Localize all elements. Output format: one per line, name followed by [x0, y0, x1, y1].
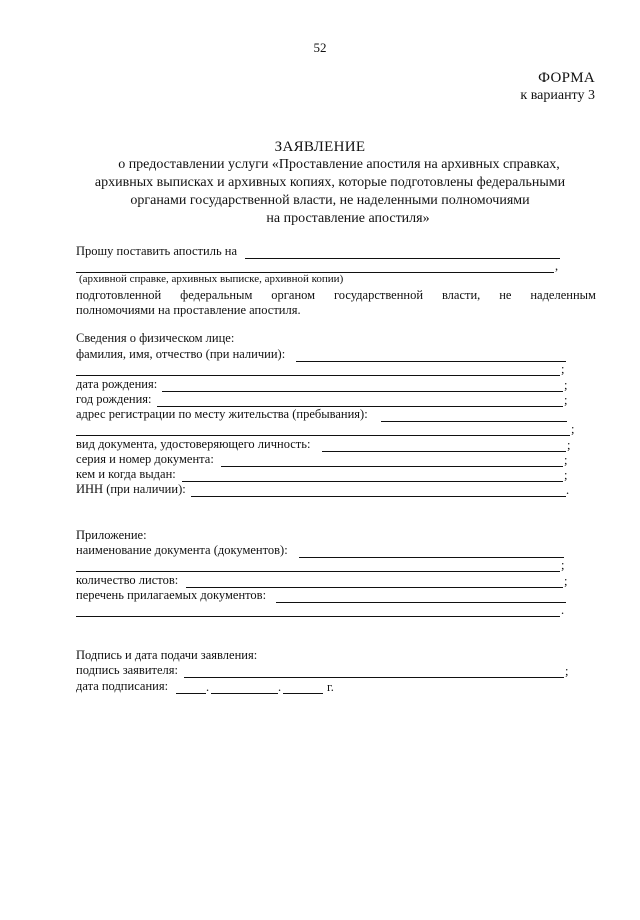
dot-mark: . — [566, 483, 570, 497]
doc-type-label: вид документа, удостоверяющего личность: — [76, 437, 311, 451]
attachment-heading: Приложение: — [76, 528, 147, 542]
sign-field[interactable] — [184, 677, 564, 678]
comma-mark: , — [555, 259, 559, 273]
title-line: архивных выписках и архивных копиях, которые подготовлены федеральными — [94, 175, 566, 190]
title-line: на проставление апостиля» — [266, 211, 430, 226]
semicolon-mark: ; — [564, 574, 568, 588]
semicolon-mark: ; — [561, 558, 565, 572]
semicolon-mark: ; — [561, 362, 565, 376]
sign-day-field[interactable] — [176, 693, 206, 694]
sheets-label: количество листов: — [76, 573, 179, 587]
sign-label: подпись заявителя: — [76, 663, 178, 677]
sign-year-field[interactable] — [283, 693, 323, 694]
year-suffix: г. — [327, 680, 334, 694]
semicolon-mark: ; — [564, 393, 568, 407]
signature-heading: Подпись и дата подачи заявления: — [76, 648, 258, 662]
doc-names-field-line-2[interactable] — [76, 571, 560, 572]
request-label: Прошу поставить апостиль на — [76, 244, 238, 258]
sign-date-label: дата подписания: — [76, 679, 169, 693]
title-line: о предоставлении услуги «Проставление апостиля на архивных справках, — [118, 157, 560, 172]
semicolon-mark: ; — [567, 438, 571, 452]
title-line: органами государственной власти, не наделенными полномочиями — [130, 193, 530, 208]
birth-date-field[interactable] — [162, 391, 563, 392]
person-heading: Сведения о физическом лице: — [76, 331, 235, 345]
page-number: 52 — [313, 40, 327, 55]
fio-label: фамилия, имя, отчество (при наличии): — [76, 347, 286, 361]
variant-label: к варианту 3 — [520, 88, 595, 103]
birth-year-label: год рождения: — [76, 392, 152, 406]
semicolon-mark: ; — [571, 422, 575, 436]
form-label: ФОРМА — [538, 70, 595, 86]
semicolon-mark: ; — [564, 378, 568, 392]
docs-list-field-line-2[interactable] — [76, 616, 560, 617]
fio-field-line[interactable] — [296, 361, 566, 362]
address-label: адрес регистрации по месту жительства (пребывания): — [76, 407, 368, 421]
doc-issued-label: кем и когда выдан: — [76, 467, 176, 481]
doc-series-label: серия и номер документа: — [76, 452, 214, 466]
semicolon-mark: ; — [565, 664, 569, 678]
request-text-line-1: подготовленной федеральным органом государственной власти, не наделенным — [76, 288, 596, 302]
doc-names-field-line[interactable] — [299, 557, 564, 558]
doc-names-label: наименование документа (документов): — [76, 543, 288, 557]
inn-label: ИНН (при наличии): — [76, 482, 186, 496]
inn-field[interactable] — [191, 496, 566, 497]
dot-mark: . — [278, 680, 282, 694]
fio-field-line-2[interactable] — [76, 375, 560, 376]
request-hint: (архивной справке, архивных выписке, архивной копии) — [79, 273, 344, 285]
dot-mark: . — [561, 603, 565, 617]
doc-type-field[interactable] — [322, 451, 566, 452]
address-field-line-2[interactable] — [76, 435, 570, 436]
request-field-line[interactable] — [245, 258, 560, 259]
semicolon-mark: ; — [564, 453, 568, 467]
title-block — [0, 138, 640, 228]
address-field-line[interactable] — [381, 421, 567, 422]
request-text-line-2: полномочиями на проставление апостиля. — [76, 303, 301, 317]
doc-issued-field[interactable] — [182, 481, 563, 482]
semicolon-mark: ; — [564, 468, 568, 482]
doc-series-field[interactable] — [221, 466, 563, 467]
document-title: ЗАЯВЛЕНИЕ — [274, 139, 366, 155]
docs-list-label: перечень прилагаемых документов: — [76, 588, 267, 602]
sign-month-field[interactable] — [211, 693, 278, 694]
docs-list-field-line[interactable] — [276, 602, 566, 603]
dot-mark: . — [206, 680, 210, 694]
birth-date-label: дата рождения: — [76, 377, 158, 391]
